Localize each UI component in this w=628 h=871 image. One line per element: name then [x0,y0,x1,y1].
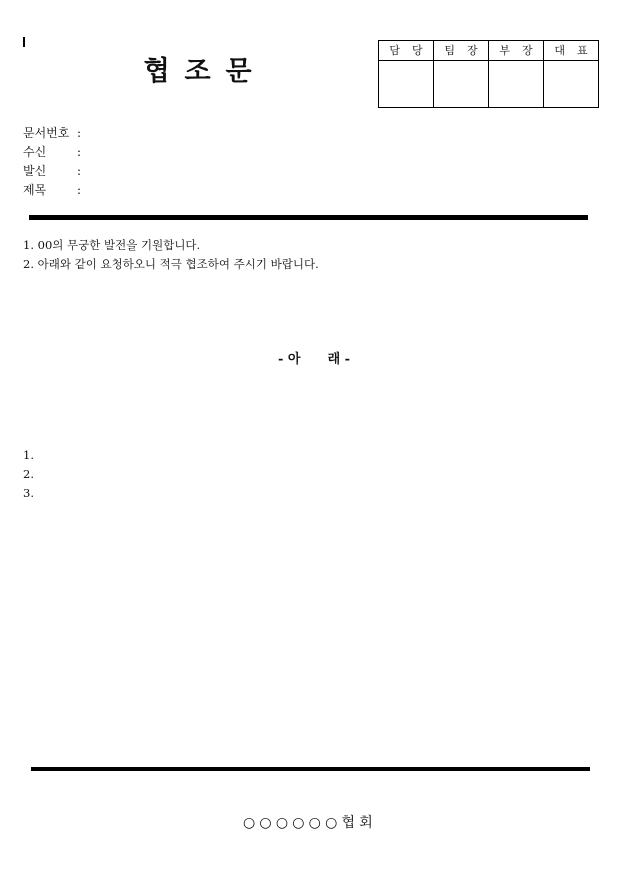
body-line: 2. 아래와 같이 요청하오니 적극 협조하여 주시기 바랍니다. [23,257,319,271]
meta-label: 발신 [23,164,47,178]
issuer-name: ○○○○○○협회 [243,815,377,831]
signature-cell-department-head[interactable] [489,61,544,108]
document-meta-fields [23,124,81,200]
below-section-heading: - 아 래 - [277,352,351,367]
document-title: 협조문 [143,56,267,87]
signature-cell-team-leader[interactable] [434,61,489,108]
signature-cell-staff[interactable] [379,61,434,108]
meta-label: 문서번호 [23,126,70,140]
meta-row-sender[interactable] [23,162,81,181]
list-item: 3. [23,486,34,500]
meta-colon: : [77,126,82,140]
footer-divider [31,767,590,771]
numbered-item-list[interactable] [23,446,34,503]
meta-label: 제목 [23,183,47,197]
meta-colon: : [77,145,82,159]
approval-header-department-head: 부장 [489,41,544,61]
text-cursor-mark [23,37,25,47]
approval-header-staff: 담당 [379,41,434,61]
meta-colon: : [77,164,82,178]
meta-row-subject[interactable] [23,181,81,200]
list-item: 1. [23,448,34,462]
signature-cell-ceo[interactable] [544,61,599,108]
approval-header-ceo: 대표 [544,41,599,61]
body-text[interactable] [23,236,319,274]
body-line: 1. 00의 무궁한 발전을 기원합니다. [23,238,201,252]
meta-label: 수신 [23,145,47,159]
meta-row-recipient[interactable] [23,143,81,162]
list-item: 2. [23,467,34,481]
approval-header-team-leader: 팀장 [434,41,489,61]
header-divider [29,215,588,220]
meta-colon: : [77,183,82,197]
meta-row-document-number[interactable] [23,124,81,143]
approval-signature-box [378,40,599,108]
